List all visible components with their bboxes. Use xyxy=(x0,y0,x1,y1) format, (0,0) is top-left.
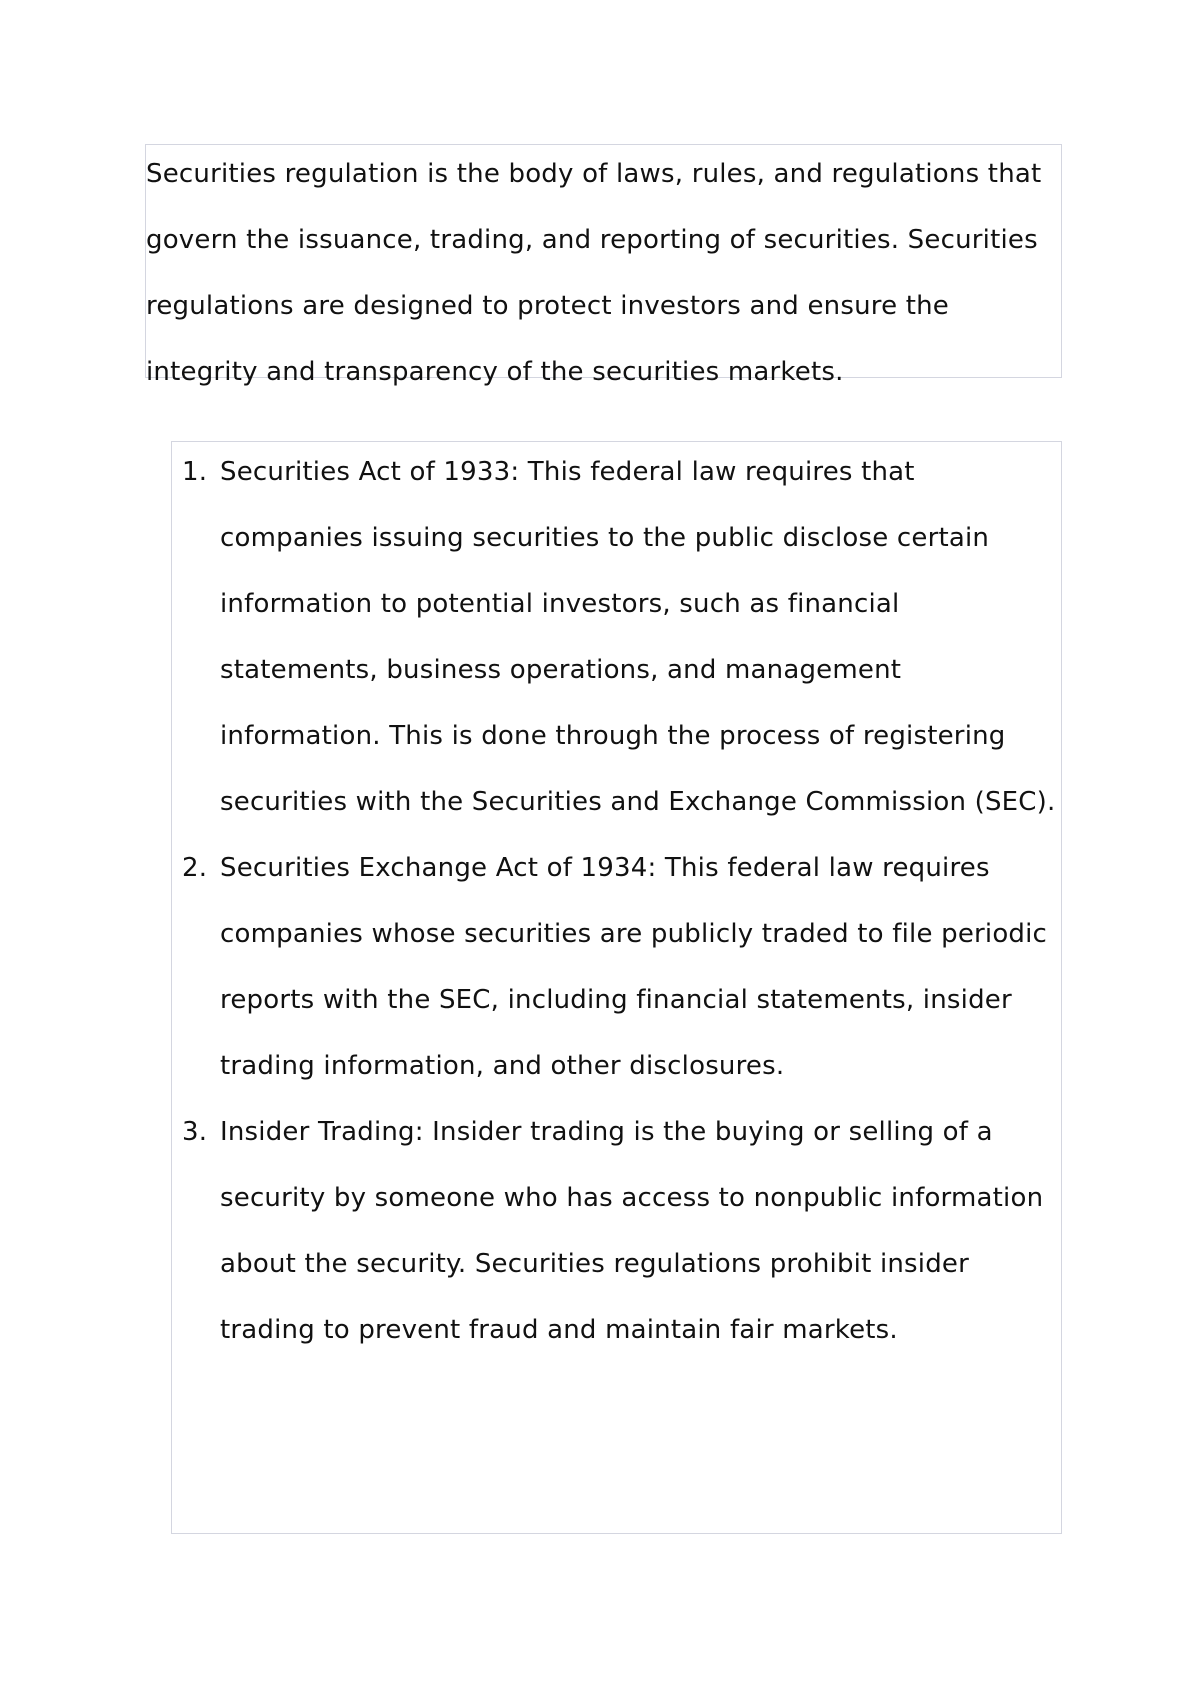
list-item xyxy=(172,1099,1061,1363)
numbered-list xyxy=(172,439,1061,1363)
list-item-text: Securities Exchange Act of 1934: This federal law requires companies whose securities are publicly traded to file periodic reports with the SEC, including financial statements, insider trading information, and other disclosures. xyxy=(220,853,1048,1081)
intro-paragraph: Securities regulation is the body of laws, rules, and regulations that govern the issuance, trading, and reporting of securities. Securities regulations are designed to protect investors and ensure the integrity and transparency of the securities markets. xyxy=(146,159,1042,387)
intro-paragraph-box xyxy=(145,144,1062,387)
list-item xyxy=(172,439,1061,835)
list-item-text: Insider Trading: Insider trading is the buying or selling of a security by someone who has access to nonpublic information about the security. Securities regulations prohibit insider trading to prevent fraud and maintain fair markets. xyxy=(220,1117,1044,1345)
list-item-number: 3. xyxy=(182,1117,208,1147)
list-item-number: 1. xyxy=(182,457,208,487)
list-item-text: Securities Act of 1933: This federal law requires that companies issuing securities to the public disclose certain information to potential investors, such as financial statements, business operations, and management information. This is done through the process of registering securities with the Securities and Exchange Commission (SEC). xyxy=(220,457,1056,817)
numbered-list-box xyxy=(171,441,1062,1534)
list-item-number: 2. xyxy=(182,853,208,883)
list-item xyxy=(172,835,1061,1099)
